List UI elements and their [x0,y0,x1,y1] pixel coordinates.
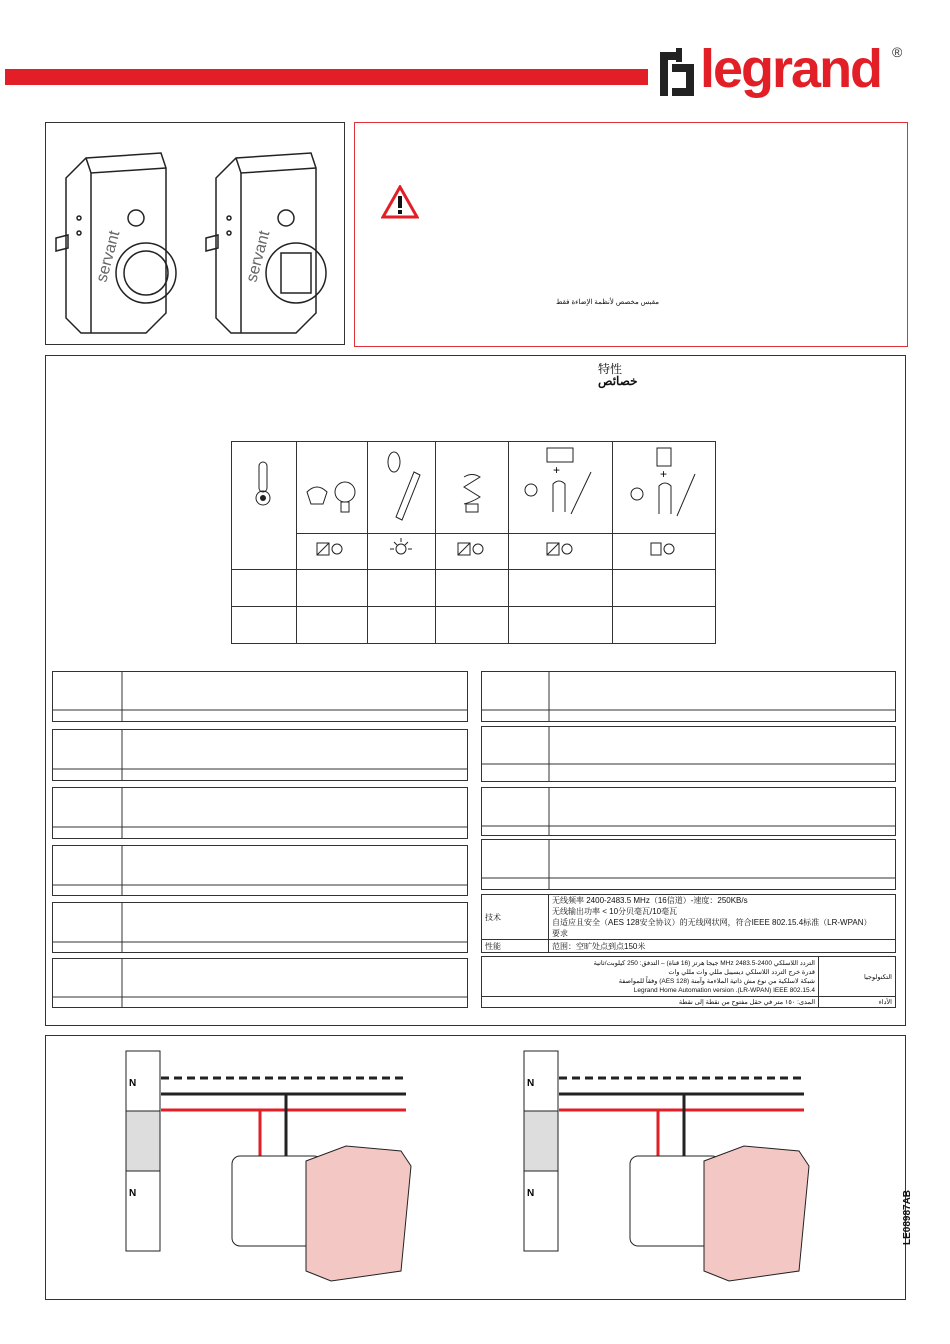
product-illustration-box [45,122,345,345]
features-label-ar: خصائص [598,374,638,388]
svg-text:N: N [129,1078,137,1089]
product-brand-text: servant [93,228,124,285]
halogen-lamp-icon [368,442,435,528]
arabic-warning-note: مقبس مخصص لأنظمة الإضاءة فقط [556,299,660,306]
svg-text:+: + [660,467,668,481]
cfl-lamp-icon [436,442,508,528]
wiring-left [126,1051,411,1281]
electronic-transformer-lamp-icon [613,442,715,528]
incandescent-symbol-icon [368,534,435,564]
document-code: LE08987AB [902,1189,913,1245]
load-table [231,441,716,644]
tech-lines-zh: 无线频率 2400-2483.5 MHz（16信道）-速度：250KB/s 无线输出功率 < 10分贝毫瓦/10毫瓦 自适应且安全（AES 128安全协议）的无线网状网，符合IEEE 802.15.4标准（LR-WPAN） 要求 [549,895,896,940]
warning-triangle-icon [381,185,419,219]
perf-text-zh: 范围：空旷处点到点150米 [549,940,896,953]
warning-box [354,122,908,347]
brand-name: legrand [700,39,882,99]
tech-label-zh: 技术 [482,895,549,940]
product-illustration [46,123,344,344]
inductive-load-symbol-icon [297,534,367,564]
inductive-load-symbol-icon [509,534,612,564]
tech-label-ar: التكنولوجيا [819,957,896,997]
registered-mark: ® [892,44,903,60]
wiring-right [524,1051,809,1281]
svg-text:N: N [129,1188,137,1199]
perf-label-zh: 性能 [482,940,549,953]
led-bulb-icon [297,442,367,528]
svg-text:N: N [527,1188,535,1199]
inductive-load-symbol-icon [436,534,508,564]
header-red-bar [5,69,648,85]
wiring-diagram [46,1036,905,1299]
tech-lines-ar: التردد اللاسلكي 2400-2483.5 MHz جيجا هرتز (16 قناة) – التدفق: 250 كيلوبت/ثانية قدرة خرج التردد اللاسلكي ديسيبل مللي وات مللي وات شبكة لاسلكية من نوع مش ذاتية الملاءمة وآمنة (AES 128) وفقاً للمواصفة Legrand Home Automation version .(LR-WPAN) IEEE 802.15.4 [482,957,819,997]
tech-spec-zh [481,894,896,953]
transformer-lamp-icon [509,442,612,528]
svg-text:N: N [527,1078,535,1089]
wiring-diagram-box [45,1035,906,1300]
features-label-zh: 特性 [598,362,623,376]
svg-text:servant: servant [243,228,274,285]
left-spec-grid [52,671,468,1008]
perf-label-ar: الأداء [819,997,896,1008]
perf-text-ar: المدى: ١٥٠ متر في حقل مفتوح من نقطة إلى نقطة [482,997,819,1008]
electronic-load-symbol-icon [613,534,715,564]
temperature-icon [232,448,296,558]
svg-text:+: + [553,463,561,477]
right-spec-grid [481,671,897,891]
legrand-logo-icon [658,46,698,102]
tech-spec-ar [481,956,896,1008]
